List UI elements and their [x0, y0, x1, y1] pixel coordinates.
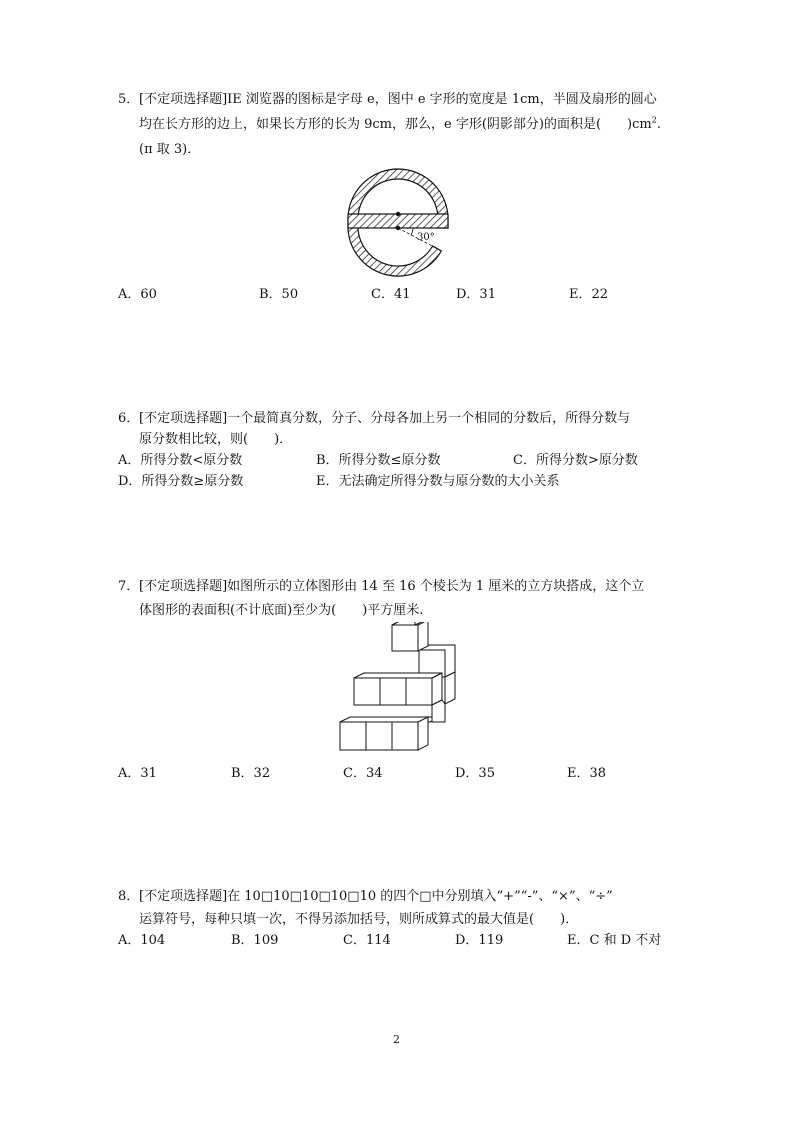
q6-option-c[interactable]: C．所得分数>原分数 — [513, 453, 638, 468]
q5-stem-line1: [不定项选择题]IE 浏览器的图标是字母 e，图中 e 字形的宽度是 1cm，半圆及扇形的圆心 — [139, 92, 657, 107]
q8-stem-line1: [不定项选择题]在 10□10□10□10□10 的四个□中分别填入“+”“-”、“×”、“÷” — [139, 889, 613, 904]
q6-stem-line1: [不定项选择题]一个最简真分数，分子、分母各加上另一个相同的分数后，所得分数与 — [139, 411, 631, 426]
q8-option-b[interactable]: B．109 — [231, 933, 279, 948]
q8-option-a[interactable]: A．104 — [118, 933, 166, 948]
q8-number: 8． — [118, 889, 140, 904]
q5-option-b[interactable]: B．50 — [259, 287, 299, 302]
q7-stem-line1: [不定项选择题]如图所示的立体图形由 14 至 16 个棱长为 1 厘米的立方块搭成，这个立 — [139, 579, 645, 594]
q7-option-d[interactable]: D．35 — [455, 766, 495, 781]
q7-stem-line2: 体图形的表面积(不计底面)至少为( )平方厘米. — [139, 603, 424, 618]
q7-option-e[interactable]: E．38 — [567, 766, 607, 781]
q6-number: 6． — [118, 411, 140, 426]
q6-option-b[interactable]: B．所得分数≤原分数 — [316, 453, 441, 468]
q6-option-d[interactable]: D．所得分数≥原分数 — [118, 474, 244, 489]
q5-option-e[interactable]: E．22 — [569, 287, 609, 302]
q7-number: 7． — [118, 579, 140, 594]
q5-angle-label: 30° — [417, 232, 435, 243]
q5-unit-superscript: 2 — [651, 115, 657, 125]
q5-option-d[interactable]: D．31 — [456, 287, 496, 302]
q7-option-a[interactable]: A．31 — [118, 766, 157, 781]
q6-option-e[interactable]: E．无法确定所得分数与原分数的大小关系 — [316, 474, 560, 489]
q5-option-a[interactable]: A．60 — [118, 287, 157, 302]
q8-option-c[interactable]: C．114 — [343, 933, 391, 948]
page-number: 2 — [393, 1033, 400, 1046]
q5-stem-line2: 均在长方形的边上，如果长方形的长为 9cm，那么，e 字形(阴影部分)的面积是( )$cm^2$. — [139, 115, 661, 132]
q7-option-c[interactable]: C．34 — [343, 766, 383, 781]
q7-cube-stack-figure — [335, 622, 465, 752]
q5-stem-line3: (π 取 3)． — [139, 142, 201, 157]
q5-option-c[interactable]: C．41 — [371, 287, 411, 302]
q5-number: 5． — [118, 92, 140, 107]
q8-option-d[interactable]: D．119 — [455, 933, 504, 948]
q8-stem-line2: 运算符号，每种只填一次，不得另添加括号，则所成算式的最大值是( )． — [139, 912, 579, 927]
q5-e-letter-figure — [338, 164, 458, 284]
q6-stem-line2: 原分数相比较，则( )． — [139, 432, 293, 447]
q8-option-e[interactable]: E．C 和 D 不对 — [567, 933, 662, 948]
q6-option-a[interactable]: A．所得分数<原分数 — [118, 453, 243, 468]
q7-option-b[interactable]: B．32 — [231, 766, 271, 781]
